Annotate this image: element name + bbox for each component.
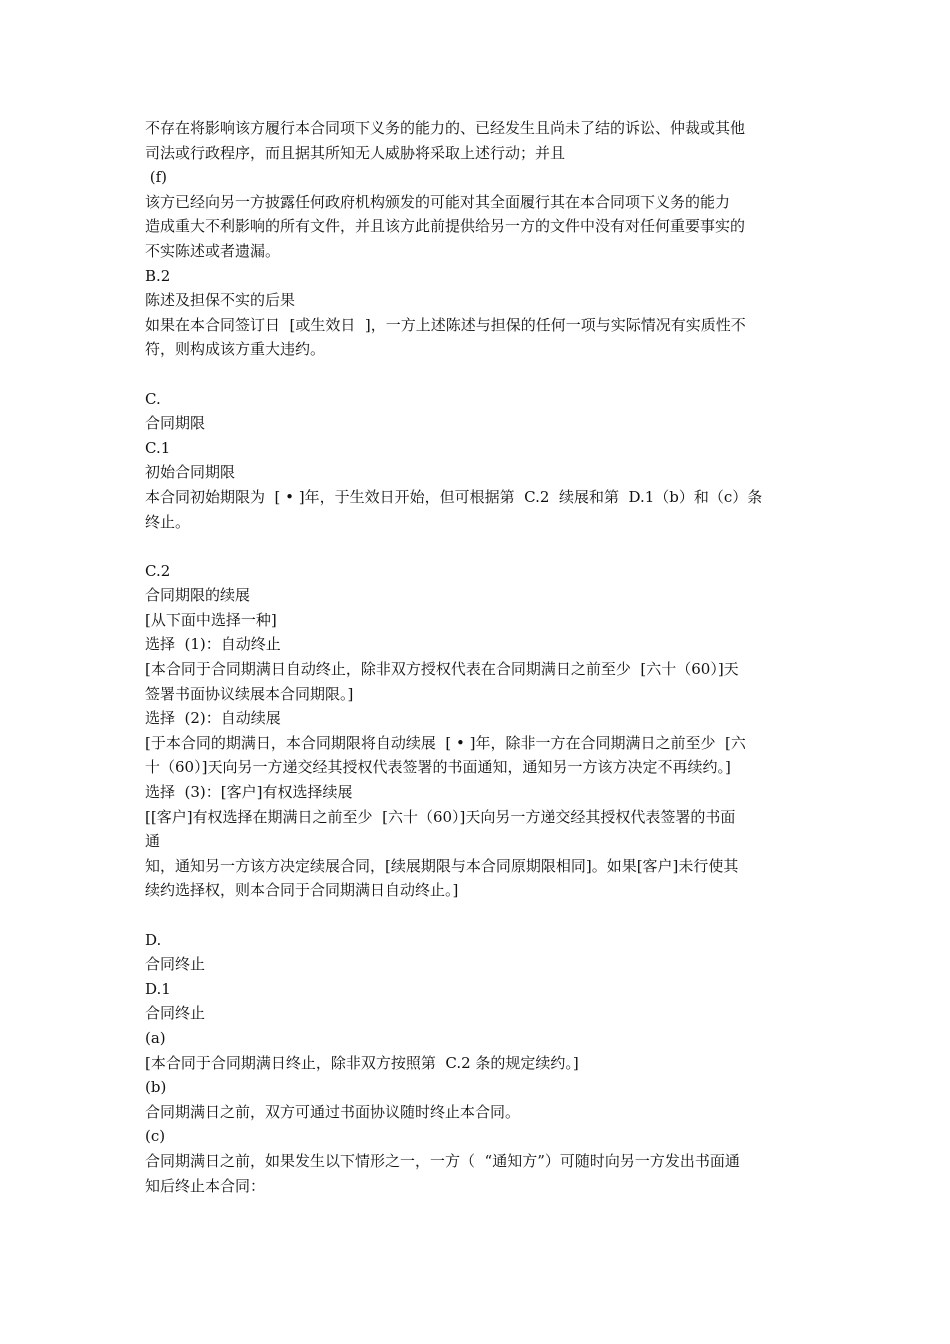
text-line: [从下面中选择一种] bbox=[145, 610, 277, 629]
text-line: 合同期限的续展 bbox=[145, 586, 251, 605]
text-line: 合同终止 bbox=[145, 955, 206, 974]
text-line: 续约选择权，则本合同于合同期满日自动终止。] bbox=[145, 881, 459, 900]
text-line: 司法或行政程序，而且据其所知无人威胁将采取上述行动；并且 bbox=[145, 143, 566, 162]
text-line: (c) bbox=[145, 1127, 166, 1146]
text-line: [于本合同的期满日，本合同期限将自动续展 [ • ]年，除非一方在合同期满日之前至少 [六 bbox=[145, 733, 746, 752]
text-line: (a) bbox=[145, 1028, 166, 1047]
text-line: 知后终止本合同： bbox=[145, 1176, 266, 1195]
text-line: 如果在本合同签订日 [或生效日 ]，一方上述陈述与担保的任何一项与实际情况有实质性不 bbox=[145, 315, 746, 334]
text-line: 合同期满日之前，如果发生以下情形之一，一方（ “通知方”）可随时向另一方发出书面通 bbox=[145, 1151, 740, 1170]
text-line: 选择 (1)：自动终止 bbox=[145, 635, 281, 654]
blank-line bbox=[145, 903, 809, 928]
text-line: 陈述及担保不实的后果 bbox=[145, 291, 296, 310]
text-line: D. bbox=[145, 930, 162, 949]
text-line: [[客户]有权选择在期满日之前至少 [六十（60）]天向另一方递交经其授权代表签署的书面 bbox=[145, 807, 736, 826]
text-line: 选择 (2)：自动续展 bbox=[145, 709, 281, 728]
text-line: 初始合同期限 bbox=[145, 463, 236, 482]
text-line: 十（60）]天向另一方递交经其授权代表签署的书面通知，通知另一方该方决定不再续约。] bbox=[145, 758, 731, 777]
text-line: B.2 bbox=[145, 266, 171, 285]
text-line: 造成重大不利影响的所有文件，并且该方此前提供给另一方的文件中没有对任何重要事实的 bbox=[145, 217, 746, 236]
text-line: 签署书面协议续展本合同期限。] bbox=[145, 684, 354, 703]
text-line: 选择 (3)：[客户]有权选择续展 bbox=[145, 783, 353, 802]
text-line: C.2 bbox=[145, 561, 171, 580]
text-line: (f) bbox=[145, 168, 168, 187]
blank-line bbox=[145, 534, 809, 559]
text-line: [本合同于合同期满日自动终止，除非双方授权代表在合同期满日之前至少 [六十（60）]天 bbox=[145, 660, 739, 679]
text-line: 本合同初始期限为 [ • ]年，于生效日开始，但可根据第 C.2 续展和第 D.1（b）和（c）条 bbox=[145, 487, 763, 506]
text-line: 合同期满日之前，双方可通过书面协议随时终止本合同。 bbox=[145, 1102, 521, 1121]
text-line: 合同期限 bbox=[145, 414, 206, 433]
text-line: 终止。 bbox=[145, 512, 191, 531]
text-line: C.1 bbox=[145, 438, 171, 457]
text-line: 该方已经向另一方披露任何政府机构颁发的可能对其全面履行其在本合同项下义务的能力 bbox=[145, 192, 731, 211]
blank-line bbox=[145, 362, 809, 387]
text-line: D.1 bbox=[145, 979, 171, 998]
text-line: (b) bbox=[145, 1078, 167, 1097]
text-line: 通 bbox=[145, 832, 161, 851]
text-line: C. bbox=[145, 389, 161, 408]
text-line: [本合同于合同期满日终止，除非双方按照第 C.2 条的规定续约。] bbox=[145, 1053, 579, 1072]
text-line: 知，通知另一方该方决定续展合同，[续展期限与本合同原期限相同]。如果[客户]未行使其 bbox=[145, 856, 739, 875]
text-line: 合同终止 bbox=[145, 1004, 206, 1023]
text-line: 不实陈述或者遗漏。 bbox=[145, 241, 281, 260]
text-line: 符，则构成该方重大违约。 bbox=[145, 340, 326, 359]
text-line: 不存在将影响该方履行本合同项下义务的能力的、已经发生且尚未了结的诉讼、仲裁或其他 bbox=[145, 119, 746, 137]
document-body bbox=[145, 116, 809, 1198]
